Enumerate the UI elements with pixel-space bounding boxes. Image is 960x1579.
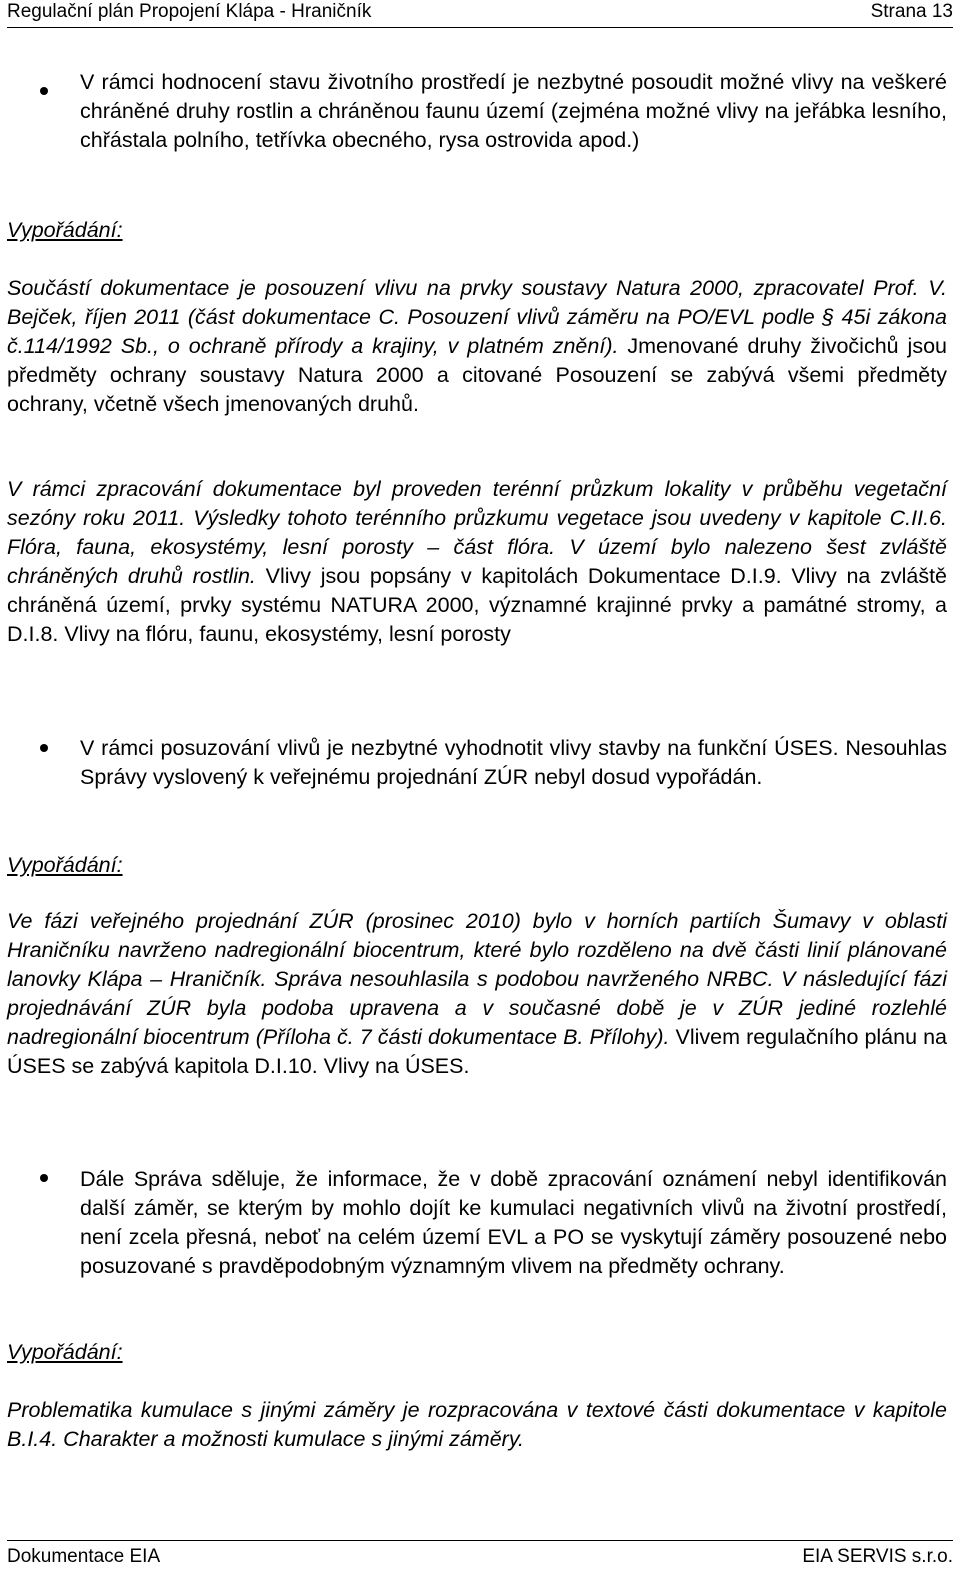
footer-divider (7, 1540, 953, 1541)
resolution-text-italic: Problematika kumulace s jinými záměry je rozpracována v textové části dokumentace v kapitole B.I.4. Charakter a možnosti kumulace s jinými záměry. (7, 1398, 947, 1451)
resolution-paragraph-1a (7, 274, 947, 419)
resolution-text-regular: Vlivem regulačního plánu na ÚSES se zabývá kapitola D.I.10. Vlivy na ÚSES. (7, 1025, 947, 1078)
resolution-label-1: Vypořádání: (7, 218, 123, 242)
comment-bullet-1: V rámci hodnocení stavu životního prostředí je nezbytné posoudit možné vlivy na veškeré chráněné druhy rostlin a chráněnou faunu území (zejména možné vlivy na jeřábka lesního, chřástala polního, tetřívka obecného, rysa ostrovida apod.) (80, 70, 947, 152)
page-footer (7, 1546, 953, 1576)
resolution-label-2: Vypořádání: (7, 853, 123, 877)
resolution-text-italic: Ve fázi veřejného projednání ZÚR (prosinec 2010) bylo v horních partiích Šumavy v oblasti Hraničníku navrženo nadregionální biocentrum, které bylo rozděleno na dvě části linií plánované lanovky Klápa – Hraničník. Správa nesouhlasila s podobou navrženého NRBC. V následující fázi projednávání ZÚR byla podoba upravena a v současné době je v ZÚR jediné rozlehlé nadregionální biocentrum (Příloha č. 7 části dokumentace B. Přílohy). (7, 909, 947, 1049)
resolution-paragraph-2 (7, 907, 947, 1081)
bullet-marker (40, 744, 48, 752)
header-divider (7, 27, 953, 28)
resolution-paragraph-1b (7, 475, 947, 649)
page-header (7, 0, 953, 30)
bullet-marker (40, 87, 48, 95)
resolution-paragraph-3 (7, 1396, 947, 1454)
resolution-label-3: Vypořádání: (7, 1340, 123, 1364)
resolution-text-italic: V rámci zpracování dokumentace byl proveden terénní průzkum lokality v průběhu vegetační sezóny roku 2011. Výsledky tohoto terénního průzkumu vegetace jsou uvedeny v kapitole C.II.6. Flóra, fauna, ekosystémy, lesní porosty – část flóra. V území bylo nalezeno šest zvláště chráněných druhů rostlin. (7, 477, 947, 588)
comment-bullet-3: Dále Správa sděluje, že informace, že v době zpracování oznámení nebyl identifikován další záměr, se kterým by mohlo dojít ke kumulaci negativních vlivů na životní prostředí, není zcela přesná, neboť na celém území EVL a PO se vyskytují záměry posouzené nebo posuzované s pravděpodobným významným vlivem na předměty ochrany. (80, 1167, 947, 1278)
page-number: Strana 13 (870, 1, 953, 22)
resolution-text-italic: Součástí dokumentace je posouzení vlivu na prvky soustavy Natura 2000, zpracovatel Prof. V. Bejček, říjen 2011 (část dokumentace C. Posouzení vlivů záměru na PO/EVL podle § 45i zákona č.114/1992 Sb., o ochraně přírody a krajiny, v platném znění). (7, 276, 947, 358)
resolution-text-regular: Jmenované druhy živočichů jsou předměty ochrany soustavy Natura 2000 a citované Posouzení se zabývá všemi předměty ochrany, včetně všech jmenovaných druhů. (7, 334, 947, 416)
footer-document-type: Dokumentace EIA (7, 1546, 161, 1567)
bullet-marker (40, 1174, 48, 1182)
comment-bullet-2: V rámci posuzování vlivů je nezbytné vyhodnotit vlivy stavby na funkční ÚSES. Nesouhlas Správy vyslovený k veřejnému projednání ZÚR nebyl dosud vypořádán. (80, 736, 947, 789)
footer-company: EIA SERVIS s.r.o. (802, 1546, 953, 1567)
resolution-text-regular: Vlivy jsou popsány v kapitolách Dokumentace D.I.9. Vlivy na zvláště chráněná území, prvky systému NATURA 2000, významné krajinné prvky a památné stromy, a D.I.8. Vlivy na flóru, faunu, ekosystémy, lesní porosty (7, 564, 947, 646)
document-title: Regulační plán Propojení Klápa - Hraničník (7, 1, 372, 22)
